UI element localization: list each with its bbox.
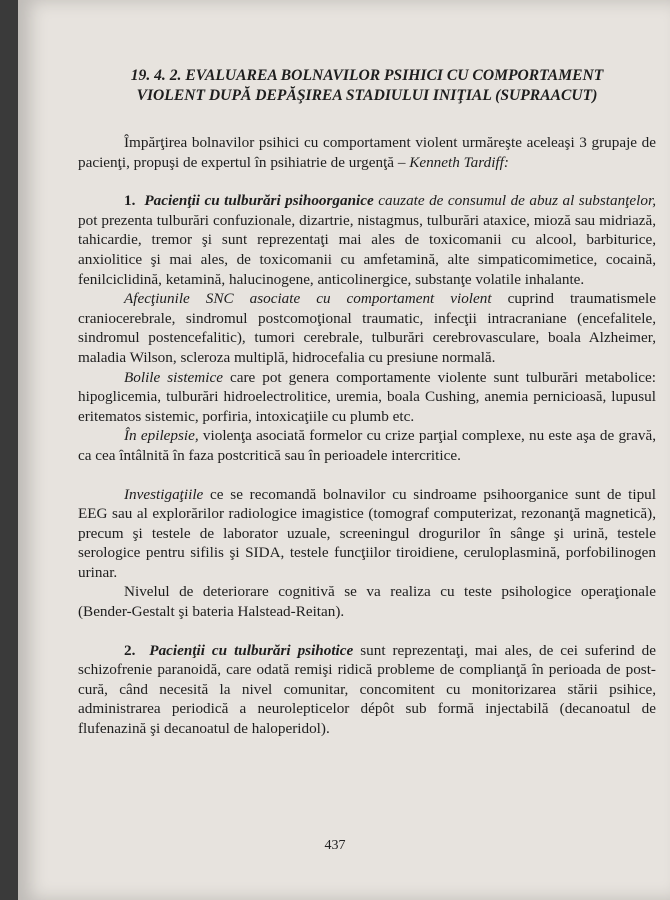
section1-heading: Pacienţii cu tulburări psihoorganice bbox=[144, 192, 374, 210]
book-page bbox=[18, 0, 670, 900]
bolile-paragraph bbox=[78, 368, 656, 427]
epilepsie-text: violenţa asociată formelor cu crize parţial complexe, nu este aşa de gravă, ca cea întâlnită în faza postcritică sau în perioadele intercritice. bbox=[78, 427, 656, 464]
epilepsie-paragraph bbox=[78, 426, 656, 465]
page-number: 437 bbox=[324, 838, 346, 853]
intro-paragraph bbox=[78, 133, 656, 172]
section2-text: sunt reprezentaţi, mai ales, de cei suferind de schizofrenie paranoidă, care odată remişi ridică probleme de complianţă în perioada de post-cură, când necesită la nivel comunitar, concomitent cu monitorizarea stării psihice, administrarea periodică a neurolepticelor dépôt sub formă injectabilă (decanoatul de flufenazină şi decanoatul de haloperidol). bbox=[78, 641, 656, 738]
intro-text: Împărţirea bolnavilor psihici cu comportament violent urmăreşte aceleaşi 3 grupaje de pacienţi, propuşi de expertul în psihiatrie de urgenţă – bbox=[78, 134, 656, 171]
section1-italic: cauzate de consumul de abuz al substanţelor, bbox=[373, 192, 657, 210]
nivel-paragraph: Nivelul de deteriorare cognitivă se va realiza cu teste psihologice operaţionale (Bender-Gestalt şi bateria Halstead-Reitan). bbox=[78, 583, 656, 621]
epilepsie-italic: În epilepsie, bbox=[124, 427, 199, 445]
page-content bbox=[78, 66, 656, 739]
snc-italic: Afecţiunile SNC asociate cu comportament violent bbox=[124, 290, 492, 308]
bolile-italic: Bolile sistemice bbox=[124, 368, 223, 386]
section1-number: 1. bbox=[124, 192, 136, 210]
section2-paragraph bbox=[78, 641, 656, 739]
intro-author: Kenneth Tardiff: bbox=[409, 153, 509, 171]
section2-number: 2. bbox=[124, 641, 136, 659]
section2-heading: Pacienţii cu tulburări psihotice bbox=[149, 641, 354, 659]
bolile-text: care pot genera comportamente violente sunt tulburări metabolice: hipoglicemia, tulburări hidroelectrolitice, uremia, boala Cushing, anemia pernicioasă, lupusul eritematos sistemic, porfiria, intoxicaţiile cu plumb etc. bbox=[78, 368, 656, 425]
snc-text: cuprind traumatismele craniocerebrale, sindromul postcomoţional traumatic, infecţii intracraniane (encefalitele, sindromul postencefalitic), tumori cerebrale, tulburări cerebrovasculare, boala Alzheimer, maladia Wilson, scleroza multiplă, hidrocefalia cu presiune normală. bbox=[78, 290, 656, 366]
investigatii-italic: Investigaţiile bbox=[124, 485, 204, 503]
section-title: 19. 4. 2. EVALUAREA BOLNAVILOR PSIHICI CU COMPORTAMENT VIOLENT DUPĂ DEPĂŞIREA STADIULUI INIŢIAL (SUPRAACUT) bbox=[130, 67, 604, 104]
snc-paragraph bbox=[78, 289, 656, 367]
investigatii-text: ce se recomandă bolnavilor cu sindroame psihoorganice sunt de tipul EEG sau al explorărilor radiologice imagistice (tomograf computerizat, rezonanţă magnetică), precum şi testele de laborator uzuale, screeningul drogurilor în sânge şi urină, testele serologice pentru sifilis şi SIDA, testele funcţiilor tiroidiene, ceruloplasmină, porfobilinogen urinar. bbox=[78, 485, 656, 581]
section1-text: pot prezenta tulburări confuzionale, dizartrie, nistagmus, tulburări ataxice, mioză sau midriază, tahicardie, tremor şi sunt reprezentaţi mai ales de toxicomanii cu alcool, barbiturice, anxiolitice şi mai ales, de toxicomanii cu amfetamină, alte simpaticomimetice, cocaină, fenilciclidină, ketamină, halucinogene, anticolinergice, substanţe volatile inhalante. bbox=[78, 211, 656, 288]
investigatii-paragraph bbox=[78, 485, 656, 583]
section1-paragraph bbox=[78, 191, 656, 289]
